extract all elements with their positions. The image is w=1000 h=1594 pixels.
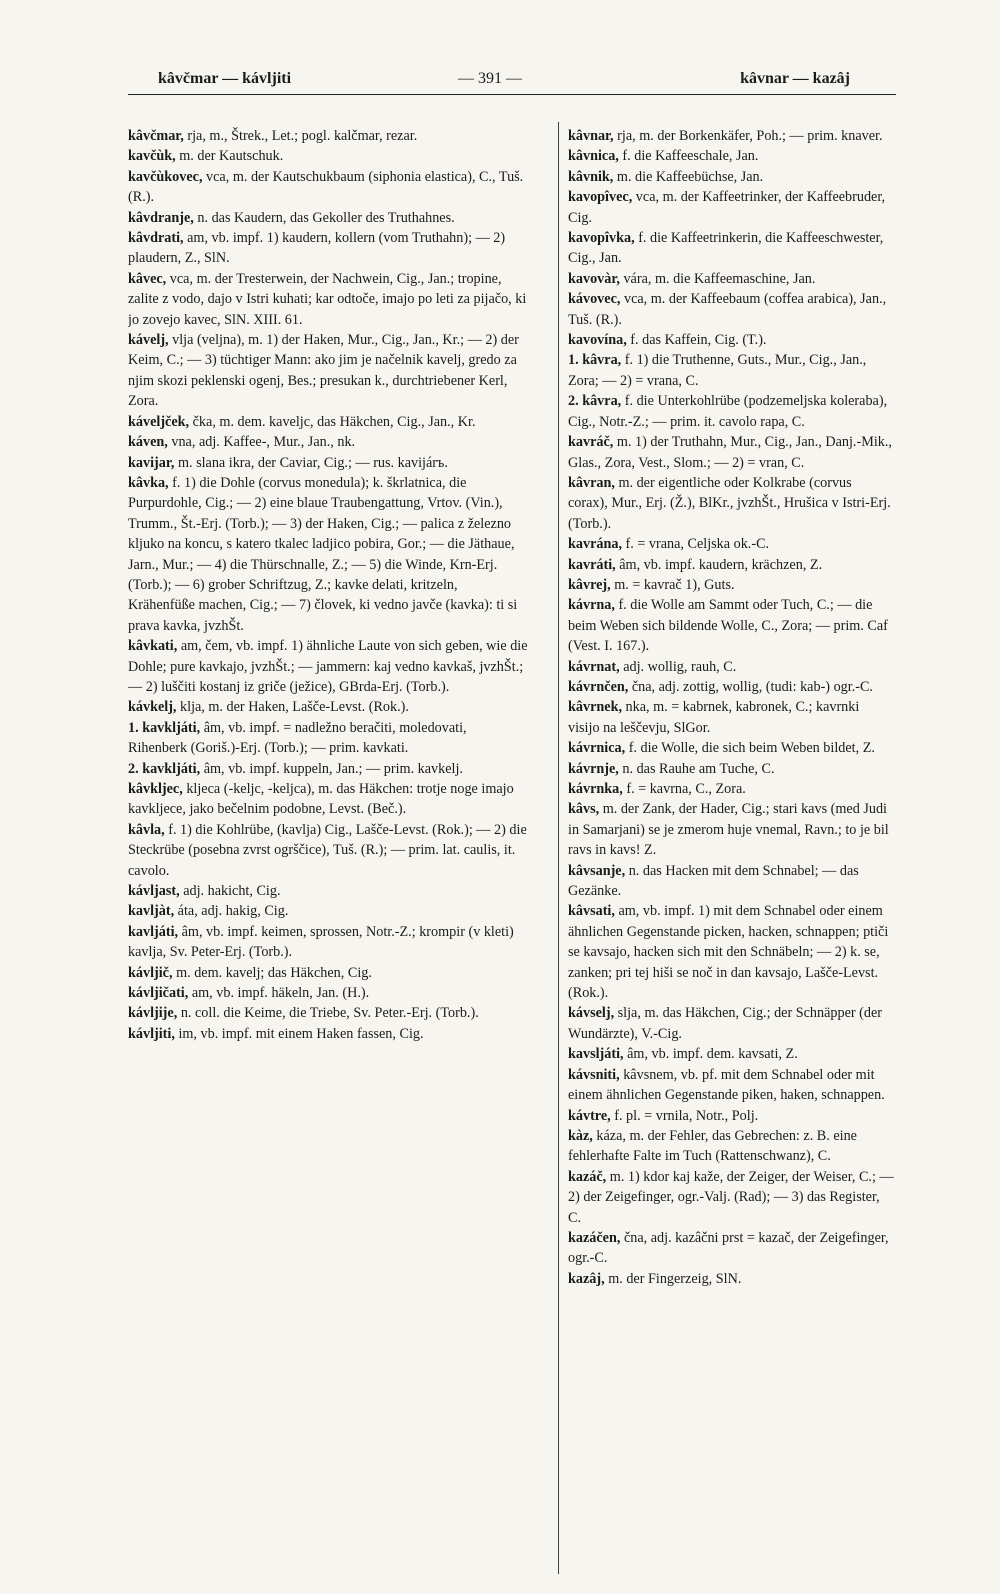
entry-headword: kâvs, — [568, 801, 600, 818]
entry-headword: kavopîvka, — [568, 230, 635, 247]
entry-headword: kâvsati, — [568, 903, 615, 920]
dictionary-entry — [128, 412, 528, 432]
dictionary-entry — [568, 677, 894, 697]
entry-headword: kàz, — [568, 1127, 593, 1144]
dictionary-entry — [568, 269, 894, 289]
dictionary-entry — [568, 1126, 894, 1167]
dictionary-entry — [568, 901, 894, 1003]
dictionary-entry — [568, 1003, 894, 1044]
entry-headword: kâvsanje, — [568, 862, 626, 879]
entry-definition: n. das Kaudern, das Gekoller des Truthahnes. — [197, 209, 455, 226]
entry-headword: kâvnar, — [568, 128, 614, 144]
entry-definition: m. dem. kavelj; das Häkchen, Cig. — [176, 964, 372, 981]
entry-definition: f. die Wolle am Sammt oder Tuch, C.; — die beim Weben sich bildende Wolle, C., Zora; — prim. Caf (Vest. I. 167.). — [568, 597, 888, 655]
dictionary-entry — [128, 963, 528, 983]
entry-headword: kávljije, — [128, 1005, 178, 1022]
entry-definition: f. die Kaffeeschale, Jan. — [622, 148, 759, 165]
entry-headword: 2. kâvra, — [568, 393, 622, 410]
entry-definition: f. = vrana, Celjska ok.-C. — [625, 536, 770, 553]
entry-definition: f. = kavrna, C., Zora. — [626, 781, 746, 797]
dictionary-entry — [568, 391, 894, 432]
entry-headword: kavljàt, — [128, 903, 175, 920]
entry-definition: klja, m. der Haken, Lašče-Levst. (Rok.). — [180, 699, 409, 716]
entry-definition: adj. hakicht, Cig. — [183, 883, 281, 900]
entry-headword: kávelj, — [128, 332, 169, 349]
entry-headword: kávljičati, — [128, 985, 189, 1002]
dictionary-entry — [128, 718, 528, 759]
entry-definition: čna, adj. kazâčni prst = kazač, der Zeigefinger, ogr.-C. — [568, 1229, 889, 1267]
entry-headword: kavijar, — [128, 454, 175, 471]
entry-definition: kâvsnem, vb. pf. mit dem Schnabel oder mit einem ähnlichen Gegenstande piken, haken, schnappen. — [568, 1066, 885, 1104]
page-header — [120, 62, 890, 94]
entry-definition: f. das Kaffein, Cig. (T.). — [630, 332, 767, 349]
entry-definition: nka, m. = kabrnek, kabronek, C.; kavrnki visijo na leščevju, SlGor. — [568, 699, 860, 736]
entry-definition: vca, m. der Kautschukbaum (siphonia elastica), C., Tuš.(R.). — [128, 168, 524, 206]
dictionary-entry — [128, 208, 528, 228]
entry-definition: m. 1) der Truthahn, Mur., Cig., Jan., Danj.-Mik., Glas., Zora, Vest., Slom.; — 2) = vran, C. — [568, 434, 892, 471]
dictionary-entry — [128, 759, 528, 779]
entry-definition: kljeca (-keljc, -keljca), m. das Häkchen: trotje noge imajo kavkljece, jako bečelnim podobne, Levst. (Beč.). — [128, 781, 514, 818]
entry-headword: kavljáti, — [128, 923, 179, 940]
entry-definition: áta, adj. hakig, Cig. — [177, 903, 289, 920]
dictionary-entry — [568, 759, 894, 779]
entry-headword: kavčùk, — [128, 148, 176, 165]
entry-definition: vca, m. der Kaffeetrinker, der Kaffeebruder, Cig. — [568, 189, 886, 226]
dictionary-entry — [568, 1106, 894, 1126]
entry-definition: âm, vb. impf. kaudern, krächzen, Z. — [619, 556, 823, 573]
entry-definition: f. die Kaffeetrinkerin, die Kaffeeschwester, Cig., Jan. — [568, 230, 884, 267]
dictionary-entry — [128, 473, 528, 636]
entry-headword: kâvnica, — [568, 148, 619, 165]
entry-headword: kâvkljec, — [128, 781, 183, 797]
entry-definition: slja, m. das Häkchen, Cig.; der Schnäpper (der Wundärzte), V.-Cig. — [568, 1005, 883, 1042]
entry-headword: kávljast, — [128, 883, 180, 900]
entry-headword: kávselj, — [568, 1005, 615, 1022]
entry-definition: f. 1) die Dohle (corvus monedula); k. škrlatnica, die Purpurdohle, Cig.; — 2) eine blaue Traubengattung, Vrtov. (Vin.), Trumm., Št.-Erj. (Torb.); — 3) der Haken, Cig.; — palica z železno kljuko na koncu, s katero tkalec ladjico pobira, Gor.; — die Jäthaue, Jarn., Mur.; — 4) die Thürschnalle, Z.; — 5) die Winde, Krn-Erj. (Torb.); — 6) grober Schriftzug, Z.; kavke delati, kritzeln, Krähenfüße machen, Cig.; — 7) človek, ki vedno javče (kavka): ti si prava kavka, jvzhŠt. — [128, 474, 518, 634]
entry-definition: vna, adj. Kaffee-, Mur., Jan., nk. — [171, 434, 356, 451]
dictionary-entry — [568, 167, 894, 187]
dictionary-entry — [128, 269, 528, 330]
dictionary-entry — [568, 473, 894, 534]
entry-headword: kavovína, — [568, 332, 627, 349]
dictionary-entry — [568, 350, 894, 391]
entry-headword: kávrnat, — [568, 658, 620, 675]
entry-definition: am, vb. impf. häkeln, Jan. (H.). — [191, 985, 370, 1002]
entry-definition: adj. wollig, rauh, C. — [623, 658, 737, 675]
entry-definition: f. die Unterkohlrübe (podzemeljska koleraba), Cig., Notr.-Z.; — prim. it. cavolo rapa, C. — [568, 393, 888, 430]
header-left-guide: kâvčmar — kávljiti — [158, 70, 292, 87]
entry-headword: kâvrnek, — [568, 699, 622, 716]
dictionary-entry — [568, 534, 894, 554]
dictionary-entry — [568, 657, 894, 677]
left-column — [128, 126, 528, 1574]
entry-definition: f. 1) die Truthenne, Guts., Mur., Cig., Jan., Zora; — 2) = vrana, C. — [568, 352, 867, 389]
entry-definition: âm, vb. impf. keimen, sprossen, Notr.-Z.; krompir (v kleti) kavlja, Sv. Peter-Erj. (Torb.). — [128, 923, 514, 961]
dictionary-entry — [128, 167, 528, 208]
entry-headword: kávrnka, — [568, 781, 623, 797]
dictionary-entry — [128, 432, 528, 452]
dictionary-entry — [128, 330, 528, 412]
dictionary-entry — [568, 228, 894, 269]
entry-headword: kavčùkovec, — [128, 168, 203, 185]
entry-headword: kávljič, — [128, 964, 173, 981]
entry-headword: kavrána, — [568, 536, 622, 553]
entry-headword: kazáčen, — [568, 1229, 621, 1246]
entry-headword: kazâj, — [568, 1270, 605, 1287]
dictionary-entry — [568, 1269, 894, 1289]
entry-definition: čna, adj. zottig, wollig, (tudi: kab-) ogr.-C. — [631, 678, 873, 695]
entry-definition: m. slana ikra, der Caviar, Cig.; — rus. kavijárъ. — [177, 454, 448, 471]
entry-headword: kazáč, — [568, 1168, 607, 1185]
entry-headword: kâvnik, — [568, 168, 614, 185]
entry-headword: kávtre, — [568, 1107, 611, 1124]
entry-headword: kávsniti, — [568, 1066, 620, 1083]
entry-headword: kávovec, — [568, 291, 621, 308]
dictionary-entry — [128, 636, 528, 697]
entry-definition: m. der Fingerzeig, SlN. — [608, 1270, 742, 1287]
entry-definition: rja, m. der Borkenkäfer, Poh.; — prim. knaver. — [617, 128, 883, 144]
dictionary-entry — [568, 126, 894, 146]
dictionary-entry — [128, 983, 528, 1003]
header-rule — [128, 94, 896, 95]
dictionary-entry — [128, 126, 528, 146]
entry-definition: n. coll. die Keime, die Triebe, Sv. Peter.-Erj. (Torb.). — [180, 1005, 479, 1022]
entry-definition: f. 1) die Kohlrübe, (kavlja) Cig., Lašče-Levst. (Rok.); — 2) die Steckrübe (posebna zvrst ogrščice), Tuš. (R.); — prim. lat. caulis, it. cavolo. — [128, 821, 527, 879]
page-number: — 391 — — [458, 70, 522, 87]
entry-definition: čka, m. dem. kaveljc, das Häkchen, Cig., Jan., Kr. — [192, 413, 476, 430]
entry-definition: am, vb. impf. 1) mit dem Schnabel oder einem ähnlichen Gegenstande picken, hacken, schnappen; ptiči se kavsajo, hacken sich mit den Schnäbeln; — 2) k. se, zanken; pri tej hiši se noč in dan kavsajo, Lašče-Levst. (Rok.). — [568, 903, 889, 1002]
dictionary-entry — [568, 1044, 894, 1064]
entry-definition: vca, m. der Kaffeebaum (coffea arabica), Jan., Tuš. (R.). — [568, 291, 887, 328]
entry-headword: kâvkati, — [128, 638, 178, 655]
dictionary-entry — [128, 820, 528, 881]
dictionary-entry — [568, 575, 894, 595]
entry-definition: m. = kavrač 1), Guts. — [614, 576, 735, 593]
entry-definition: f. pl. = vrnila, Notr., Polj. — [614, 1107, 759, 1124]
entry-headword: káveljček, — [128, 413, 190, 430]
entry-definition: vára, m. die Kaffeemaschine, Jan. — [623, 270, 816, 287]
entry-headword: kâvran, — [568, 474, 615, 491]
dictionary-entry — [128, 697, 528, 717]
dictionary-entry — [128, 453, 528, 473]
entry-headword: kavráti, — [568, 556, 616, 573]
dictionary-entry — [128, 1003, 528, 1023]
entry-headword: 1. kavkljáti, — [128, 719, 201, 736]
entry-definition: n. das Rauhe am Tuche, C. — [622, 760, 775, 777]
entry-headword: kávljiti, — [128, 1025, 175, 1042]
column-divider — [558, 122, 559, 1574]
entry-headword: 2. kavkljáti, — [128, 760, 201, 777]
entry-definition: m. der Zank, der Hader, Cig.; stari kavs (med Judi in Samarjani) se je zmerom huje vnemal, Ravn.; to je bil ravs in kavs! Z. — [568, 801, 889, 859]
header-right-guide: kâvnar — kazâj — [740, 70, 850, 87]
entry-definition: am, vb. impf. 1) kaudern, kollern (vom Truthahn); — 2) plaudern, Z., SlN. — [128, 230, 506, 267]
entry-headword: kávrnje, — [568, 760, 619, 777]
dictionary-entry — [568, 555, 894, 575]
entry-headword: kávrna, — [568, 597, 615, 614]
entry-definition: âm, vb. impf. dem. kavsati, Z. — [627, 1046, 798, 1063]
dictionary-entry — [128, 779, 528, 820]
dictionary-entry — [568, 432, 894, 473]
dictionary-entry — [568, 861, 894, 902]
entry-headword: kâvla, — [128, 821, 165, 838]
dictionary-entry — [568, 595, 894, 656]
entry-headword: kâvčmar, — [128, 128, 184, 144]
entry-headword: kávrnčen, — [568, 678, 629, 695]
dictionary-entry — [128, 881, 528, 901]
entry-headword: kávrnica, — [568, 740, 626, 757]
entry-definition: âm, vb. impf. = nadležno beračiti, moledovati, Rihenberk (Goriš.)-Erj. (Torb.); — prim. kavkati. — [128, 719, 467, 757]
entry-headword: kavráč, — [568, 434, 614, 451]
entry-definition: m. der eigentliche oder Kolkrabe (corvus corax), Mur., Erj. (Ž.), BlKr., jvzhŠt., Hrušica v Istri-Erj. (Torb.). — [568, 474, 891, 532]
dictionary-entry — [568, 146, 894, 166]
entry-definition: m. die Kaffeebüchse, Jan. — [616, 168, 764, 185]
entry-headword: kâvdranje, — [128, 209, 194, 226]
dictionary-entry — [128, 146, 528, 166]
entry-headword: káven, — [128, 434, 168, 451]
entry-definition: f. die Wolle, die sich beim Weben bildet, Z. — [628, 740, 875, 757]
entry-headword: 1. kâvra, — [568, 352, 622, 369]
dictionary-entry — [568, 1065, 894, 1106]
entry-definition: âm, vb. impf. kuppeln, Jan.; — prim. kavkelj. — [203, 760, 463, 777]
dictionary-entry — [568, 697, 894, 738]
entry-definition: m. 1) kdor kaj kaže, der Zeiger, der Weiser, C.; — 2) der Zeigefinger, ogr.-Valj. (Rad); — 3) das Register, C. — [568, 1168, 894, 1226]
entry-headword: kavopîvec, — [568, 189, 633, 206]
dictionary-entry — [128, 901, 528, 921]
entry-definition: rja, m., Štrek., Let.; pogl. kalčmar, rezar. — [187, 128, 418, 144]
dictionary-entry — [568, 187, 894, 228]
entry-definition: vlja (veljna), m. 1) der Haken, Mur., Cig., Jan., Kr.; — 2) der Keim, C.; — 3) tüchtiger Mann: ako jim je načelnik kavelj, gredo za njim skozi peklenski ogenj, Bes.; presukan k., durchtriebener Kerl, Zora. — [128, 332, 519, 410]
entry-headword: kavsljáti, — [568, 1046, 624, 1063]
dictionary-entry — [568, 779, 894, 799]
dictionary-entry — [128, 228, 528, 269]
entry-headword: kâvrej, — [568, 576, 611, 593]
entry-headword: kâvec, — [128, 270, 167, 287]
entry-headword: kávkelj, — [128, 699, 177, 716]
entry-definition: káza, m. der Fehler, das Gebrechen: z. B. eine fehlerhafte Falte im Tuch (Rattenschwanz), C. — [568, 1127, 857, 1165]
dictionary-entry — [568, 1228, 894, 1269]
dictionary-entry — [128, 1024, 528, 1044]
entry-headword: kavovàr, — [568, 270, 620, 287]
entry-definition: m. der Kautschuk. — [179, 148, 284, 165]
entry-headword: kâvdrati, — [128, 230, 184, 247]
dictionary-entry — [568, 799, 894, 860]
dictionary-entry — [568, 1167, 894, 1228]
right-column — [568, 126, 894, 1574]
entry-definition: n. das Hacken mit dem Schnabel; — das Gezänke. — [568, 862, 859, 900]
entry-definition: am, čem, vb. impf. 1) ähnliche Laute von sich geben, wie die Dohle; pure kavkajo, jvzhŠt.; — jammern: kaj vedno kavkaš, jvzhŠt.; — 2) luščiti kostanj iz griče (ježice), GBrda-Erj. (Torb.). — [128, 638, 528, 695]
dictionary-entry — [568, 289, 894, 330]
entry-definition: im, vb. impf. mit einem Haken fassen, Cig. — [178, 1025, 424, 1042]
dictionary-entry — [568, 330, 894, 350]
dictionary-entry — [568, 738, 894, 758]
entry-headword: kâvka, — [128, 474, 169, 491]
entry-definition: vca, m. der Tresterwein, der Nachwein, Cig., Jan.; tropine, zalite z vodo, dajo v Istri kuhati; kar odtoče, imajo po leti za pijačo, ki jo zovejo kavec, SlN. XIII. 61. — [128, 270, 527, 328]
dictionary-entry — [128, 922, 528, 963]
